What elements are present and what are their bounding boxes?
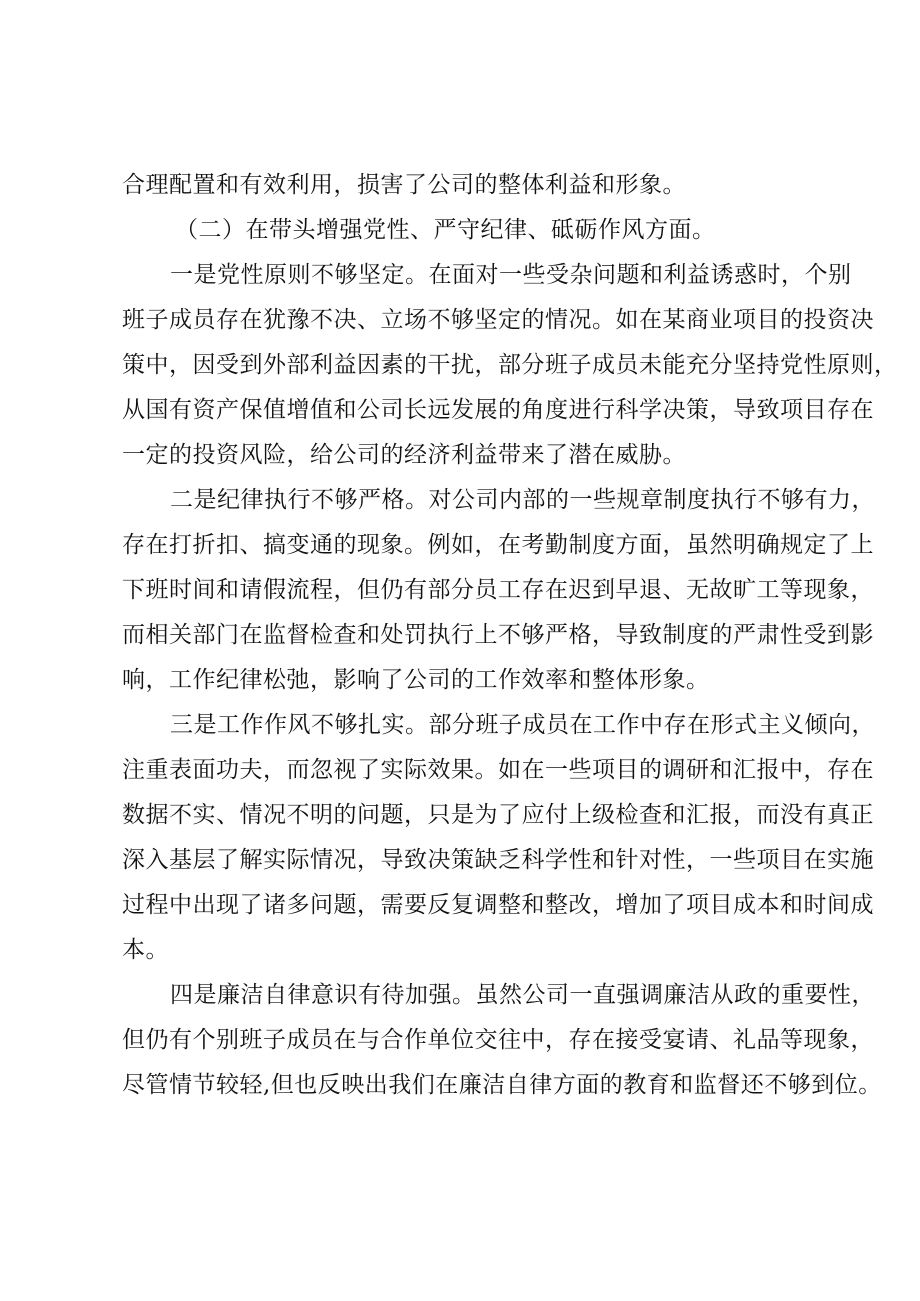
text-line: 一是党性原则不够坚定。在面对一些受杂问题和利益诱惑时，个别: [170, 262, 852, 288]
section-heading: （二）在带头增强党性、严守纪律、砥砺作风方面。: [175, 217, 716, 243]
text-line: 一定的投资风险，给公司的经济利益带来了潜在威胁。: [122, 442, 686, 468]
text-line: 从国有资产保值增值和公司长远发展的角度进行科学决策，导致项目存在: [122, 397, 874, 423]
text-line: 但仍有个别班子成员在与合作单位交往中，存在接受宴请、礼品等现象，: [122, 1027, 874, 1053]
text-line: 注重表面功夫，而忽视了实际效果。如在一些项目的调研和汇报中，存在: [122, 757, 874, 783]
text-line: 四是廉洁自律意识有待加强。虽然公司一直强调廉洁从政的重要性，: [170, 982, 875, 1008]
text-line: 班子成员存在犹豫不决、立场不够坚定的情况。如在某商业项目的投资决: [122, 307, 874, 333]
text-line: 响，工作纪律松弛，影响了公司的工作效率和整体形象。: [122, 667, 710, 693]
text-line: 存在打折扣、搞变通的现象。例如，在考勤制度方面，虽然明确规定了上: [122, 532, 874, 558]
text-line: 尽管情节较轻,但也反映出我们在廉洁自律方面的教育和监督还不够到位。: [122, 1072, 882, 1098]
text-line: 深入基层了解实际情况，导致决策缺乏科学性和针对性，一些项目在实施: [122, 847, 874, 873]
text-line: 三是工作作风不够扎实。部分班子成员在工作中存在形式主义倾向，: [170, 712, 875, 738]
text-line: 数据不实、情况不明的问题，只是为了应付上级检查和汇报，而没有真正: [122, 802, 874, 828]
text-line: 而相关部门在监督检查和处罚执行上不够严格，导致制度的严肃性受到影: [122, 622, 874, 648]
text-line: 过程中出现了诸多问题，需要反复调整和整改，增加了项目成本和时间成: [122, 892, 874, 918]
text-line: 二是纪律执行不够严格。对公司内部的一些规章制度执行不够有力，: [170, 487, 875, 513]
text-line: 策中，因受到外部利益因素的干扰，部分班子成员未能充分坚持党性原则，: [122, 352, 898, 378]
text-line: 下班时间和请假流程，但仍有部分员工存在迟到早退、无故旷工等现象，: [122, 577, 874, 603]
text-line: 本。: [122, 937, 169, 963]
text-line: 合理配置和有效利用，损害了公司的整体利益和形象。: [122, 172, 686, 198]
